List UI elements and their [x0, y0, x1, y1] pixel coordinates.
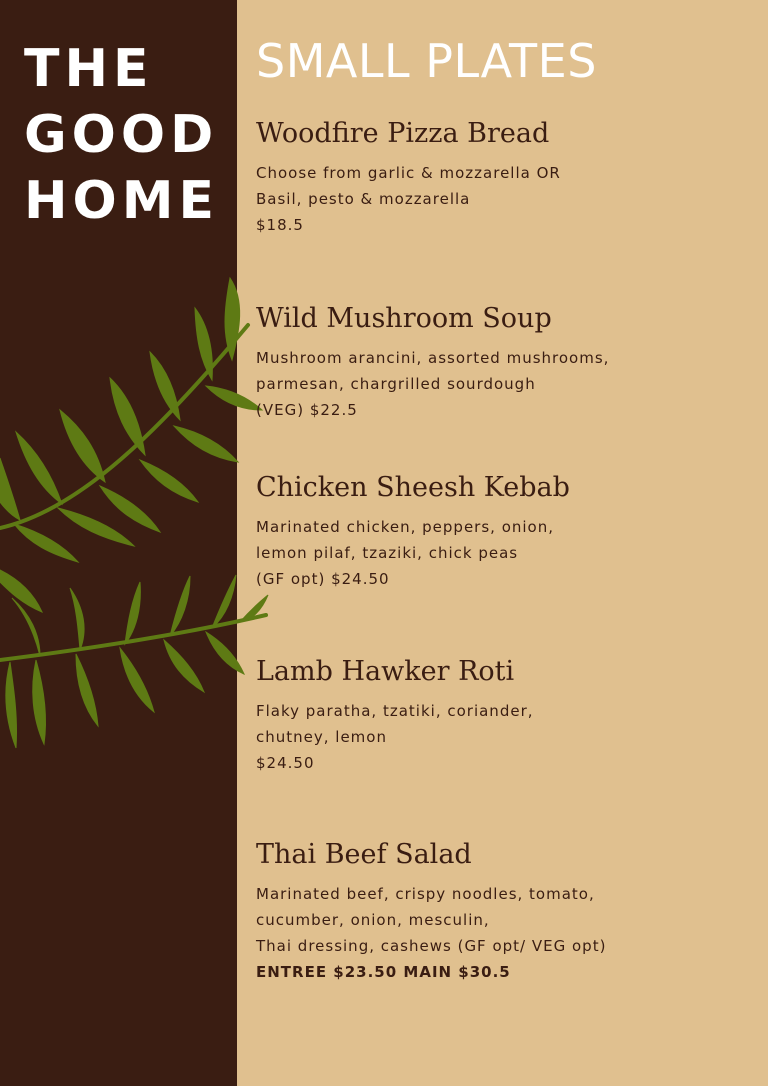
item-line: Marinated chicken, peppers, onion, [256, 518, 555, 536]
leaf-branch-illustration [0, 270, 280, 760]
item-line: parmesan, chargrilled sourdough [256, 375, 536, 393]
restaurant-logo [24, 36, 219, 234]
item-price: ENTREE $23.50 MAIN $30.5 [256, 963, 511, 981]
item-line: Basil, pesto & mozzarella [256, 190, 471, 208]
item-name: Woodfire Pizza Bread [256, 118, 550, 149]
item-description [256, 514, 756, 592]
item-line: Thai dressing, cashews (GF opt/ VEG opt) [256, 937, 607, 955]
item-line: Flaky paratha, tzatiki, coriander, [256, 702, 534, 720]
menu-item [256, 470, 756, 592]
item-description [256, 345, 756, 423]
item-price: $24.50 [256, 754, 315, 772]
item-line: cucumber, onion, mesculin, [256, 911, 490, 929]
item-line: chutney, lemon [256, 728, 387, 746]
section-title: SMALL PLATES [256, 34, 597, 88]
brand-line-1: THE [24, 39, 154, 99]
item-name: Thai Beef Salad [256, 839, 472, 870]
brand-line-3: HOME [24, 171, 219, 231]
item-description [256, 160, 756, 238]
menu-item [256, 301, 756, 423]
menu-item [256, 116, 756, 238]
item-line: Choose from garlic & mozzarella OR [256, 164, 561, 182]
item-line: Marinated beef, crispy noodles, tomato, [256, 885, 595, 903]
item-price: (GF opt) $24.50 [256, 570, 390, 588]
item-description [256, 698, 756, 776]
item-description [256, 881, 756, 985]
item-line: lemon pilaf, tzaziki, chick peas [256, 544, 519, 562]
brand-line-2: GOOD [24, 105, 219, 165]
item-name: Lamb Hawker Roti [256, 656, 515, 687]
item-name: Wild Mushroom Soup [256, 303, 552, 334]
item-line: Mushroom arancini, assorted mushrooms, [256, 349, 610, 367]
item-price: (VEG) $22.5 [256, 401, 358, 419]
menu-item [256, 654, 756, 776]
menu-item [256, 837, 756, 985]
item-name: Chicken Sheesh Kebab [256, 472, 570, 503]
item-price: $18.5 [256, 216, 304, 234]
